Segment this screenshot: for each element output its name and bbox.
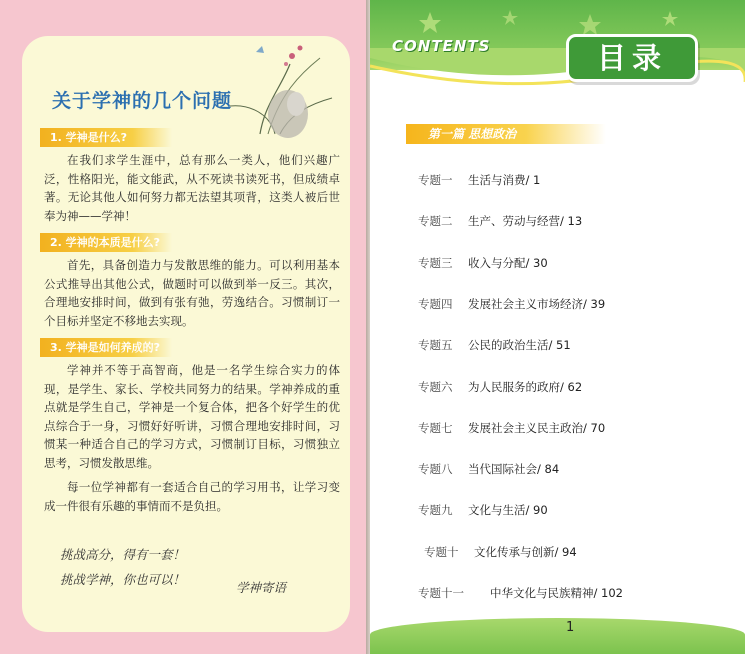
toc-item[interactable] (418, 461, 559, 477)
handwriting-line-2: 挑战学神，你也可以！ (60, 572, 186, 587)
toc-item-page: 84 (544, 462, 560, 476)
toc-item-page: 13 (567, 214, 583, 228)
toc-item-page: 90 (533, 503, 548, 517)
section-heading-2: 2. 学神的本质是什么? (40, 233, 172, 252)
toc-item[interactable] (418, 337, 571, 353)
section-body-3 (44, 361, 340, 515)
paragraph: 每一位学神都有一套适合自己的学习用书，让学习变成一件很有乐趣的事情而不是负担。 (44, 480, 340, 513)
paragraph: 首先，具备创造力与发散思维的能力。可以利用基本公式推导出其他公式，做题时可以做到举一反三。其次，合理地安排时间，做到有张有弛，劳逸结合。习惯制订一个目标并坚定不移地去实现。 (44, 258, 340, 328)
section-body-1 (44, 151, 340, 225)
signature: 学神寄语 (236, 580, 287, 595)
toc-item-title: 文化与生活 (468, 503, 526, 517)
toc-item-page: 70 (590, 421, 606, 435)
toc-item-title: 发展社会主义市场经济 (468, 297, 583, 311)
toc-item-title: 生活与消费 (468, 173, 526, 187)
toc-item[interactable] (418, 255, 548, 271)
toc-item-separator: / (583, 421, 591, 435)
toc-item-title: 收入与分配 (468, 256, 526, 270)
toc-item[interactable] (418, 379, 582, 395)
toc-item-number: 专题四 (418, 297, 453, 311)
toc-item-separator: / (554, 545, 563, 559)
footer-band (370, 618, 745, 654)
toc-item-separator: / (560, 214, 568, 228)
toc-item-number: 专题九 (418, 503, 453, 517)
toc-item-separator: / (560, 380, 568, 394)
section-heading-1: 1. 学神是什么? (40, 128, 172, 147)
toc-item-title: 生产、劳动与经营 (468, 214, 560, 228)
toc-item-title: 文化传承与创新 (474, 545, 555, 559)
toc-item-page: 62 (567, 380, 583, 394)
toc-item-page: 1 (533, 173, 541, 187)
orchid-rock-illustration-icon (220, 34, 340, 144)
toc-item-number: 专题七 (418, 421, 453, 435)
toc-item-number: 专题十一 (418, 586, 464, 600)
part-heading: 第一篇 思想政治 (406, 124, 606, 144)
toc-item[interactable] (418, 585, 623, 601)
toc-item[interactable] (418, 420, 605, 436)
toc-item-separator: / (525, 173, 534, 187)
toc-item-title: 发展社会主义民主政治 (468, 421, 583, 435)
toc-item[interactable] (418, 172, 540, 188)
toc-item-separator: / (548, 338, 557, 352)
toc-item-separator: / (583, 297, 591, 311)
toc-item-separator: / (537, 462, 545, 476)
toc-item-separator: / (593, 586, 602, 600)
toc-title: 目录 (566, 34, 698, 82)
toc-item-number: 专题五 (418, 338, 453, 352)
paragraph: 在我们求学生涯中，总有那么一类人，他们兴趣广泛，性格阳光，能文能武，从不死读书读死书，但成绩卓著。无论其他人如何努力都无法望其项背，这类人被后世奉为神——学神！ (44, 153, 340, 223)
toc-item-number: 专题一 (418, 173, 453, 187)
toc-item-page: 39 (590, 297, 606, 311)
toc-item[interactable] (424, 544, 577, 560)
table-of-contents (370, 0, 745, 654)
toc-item-title: 当代国际社会 (468, 462, 537, 476)
toc-item-page: 30 (533, 256, 548, 270)
section-body-2 (44, 256, 340, 330)
left-page (0, 0, 368, 654)
intro-title: 关于学神的几个问题 (52, 90, 233, 112)
toc-item-number: 专题六 (418, 380, 453, 394)
toc-item-number: 专题三 (418, 256, 453, 270)
toc-item-title: 公民的政治生活 (468, 338, 549, 352)
toc-item-page: 51 (556, 338, 571, 352)
toc-item-page: 102 (601, 586, 623, 600)
contents-label: CONTENTS (392, 37, 491, 55)
toc-item-page: 94 (562, 545, 577, 559)
section-heading-3: 3. 学神是如何养成的? (40, 338, 172, 357)
toc-item-separator: / (525, 256, 534, 270)
toc-item[interactable] (418, 502, 548, 518)
handwriting-line-1: 挑战高分，得有一套！ (60, 547, 186, 562)
page-number: 1 (566, 620, 575, 635)
toc-item-title: 为人民服务的政府 (468, 380, 560, 394)
toc-item-title: 中华文化与民族精神 (490, 586, 594, 600)
toc-item-separator: / (525, 503, 534, 517)
right-page (370, 0, 745, 654)
paragraph: 学神并不等于高智商，他是一名学生综合实力的体现，是学生、家长、学校共同努力的结果。学神养成的重点就是学生自己，学神是一个复合体，把各个好学生的优点综合于一身，习惯好好听讲，习惯合理地安排时间，习惯某一种适合自己的学习方式，习惯制订目标，习惯独立思考，习惯发散思维。 (44, 363, 340, 470)
toc-item-number: 专题八 (418, 462, 453, 476)
toc-item-number: 专题二 (418, 214, 453, 228)
toc-item-number: 专题十 (424, 545, 459, 559)
toc-item[interactable] (418, 213, 582, 229)
toc-item[interactable] (418, 296, 605, 312)
